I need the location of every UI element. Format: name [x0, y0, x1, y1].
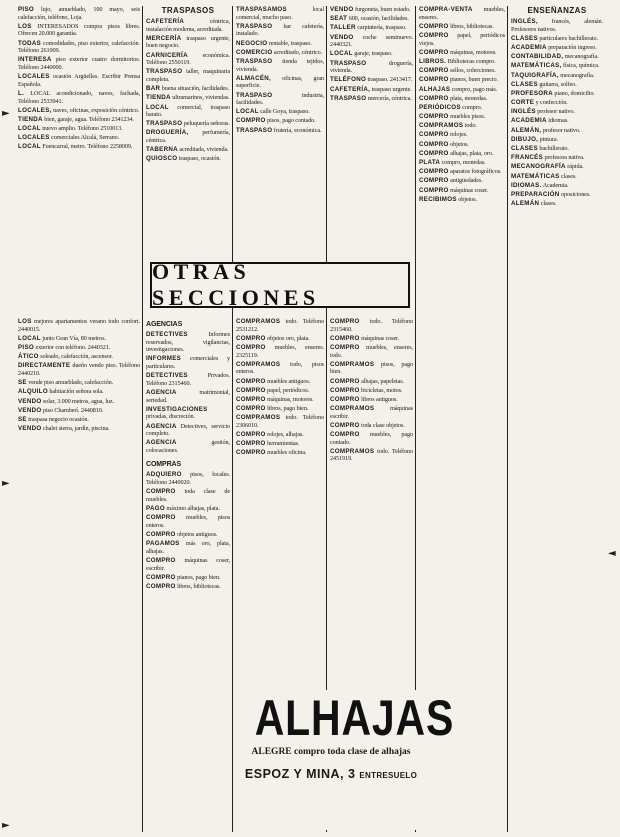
classified-ad: INGLÉS profesor nativo.: [511, 108, 575, 116]
classified-ad: COMPRO plata, monedas.: [419, 94, 488, 102]
alhajas-display-ad: [238, 690, 455, 830]
classified-ad: QUIOSCO traspaso, ocasión.: [146, 155, 221, 163]
classified-ad: MERCERÍA traspaso urgente, buen negocio.: [146, 34, 230, 50]
classified-ad: COMPRO máquinas, motores.: [419, 48, 497, 56]
classified-ad: LOS INTERESADOS compra pisos libres. Ofrecen 20.000 garantía.: [18, 22, 140, 38]
classified-ad: ADQUIERO pisos, locales. Teléfono 2440020.: [146, 471, 230, 487]
classified-ad: CORTE y confección.: [511, 99, 568, 107]
classified-ad: COMPRO papel, periódicos viejos.: [419, 31, 505, 47]
classified-ad: DETECTIVES Privados. Teléfono 2315460.: [146, 372, 230, 387]
column-4-top: [330, 6, 413, 258]
classified-ad: TRASPASO tienda tejidos, vivienda.: [236, 57, 324, 73]
column-6: [511, 6, 603, 830]
classified-ad: COMPRO relojes, alhajas.: [236, 431, 304, 439]
column-1-top: [18, 6, 140, 262]
classified-ad: ALMACÉN, oficinas, gran superficie.: [236, 74, 324, 90]
classified-ad: COMERCIO acreditado, céntrico.: [236, 48, 323, 56]
classified-ad: COMPRO muebles, pago contado.: [330, 431, 413, 446]
section-heading-traspasos: TRASPASOS: [161, 6, 215, 15]
classified-ad: CARNICERÍA económica. Teléfono 2550119.: [146, 51, 230, 67]
classified-ad: DIRECTAMENTE dueño vendo piso. Teléfono 2440210.: [18, 362, 140, 377]
classified-ad: COMPRAMOS pisos, pago bien.: [330, 360, 413, 376]
classified-ad: COMPRO pisos, pago contado.: [236, 117, 316, 125]
classified-ad: NEGOCIO rentable, traspaso.: [236, 39, 312, 47]
classified-ad: TRASPASAMOS local comercial, mucho paso.: [236, 6, 324, 21]
classified-ad: VENDO coche seminuevo. 2440321.: [330, 33, 413, 49]
classified-ad: TRASPASO droguería, vivienda.: [330, 59, 413, 75]
classified-ad: COMPRAMOS todo. Teléfono 2531212.: [236, 318, 324, 333]
ad-address-floor: ENTRESUELO: [359, 771, 418, 780]
classified-ad: CONTABILIDAD, mecanografía.: [511, 53, 599, 61]
classified-ad: TELÉFONO traspaso. 2413417.: [330, 76, 413, 84]
classified-ad: TODAS comodidades, piso exterior, calefacción. Teléfono 261009.: [18, 39, 140, 55]
classified-ad: CLASES particulares bachillerato.: [511, 34, 598, 42]
classified-ad: PAGAMOS más oro, plata, alhajas.: [146, 540, 230, 555]
classified-ad: PREPARACIÓN oposiciones.: [511, 190, 591, 198]
classified-ad: COMPRO aparatos fotográficos.: [419, 168, 502, 176]
column-3-top: [236, 6, 324, 258]
ad-address-street: ESPOZ Y MINA, 3: [244, 767, 356, 781]
classified-ad: ACADEMIA preparación ingreso.: [511, 43, 597, 51]
classified-ad: COMPRAMOS todo. Teléfono 2451919.: [330, 447, 413, 463]
classified-ad: COMPRO toda clase objetos.: [330, 421, 405, 429]
classified-ad: COMPRO objetos.: [419, 140, 469, 148]
classified-ad: COMPRO objetos antiguos.: [146, 531, 218, 538]
classified-ad: PISO lujo, amueblado, 100 mayo, seis calefacción, teléfono, Loja.: [18, 6, 140, 21]
classified-ad: AGENCIA matrimonial, seriedad.: [146, 388, 230, 404]
classified-ad: LOCAL comercial, traspaso barato.: [146, 103, 230, 119]
classified-ad: COMPRAMOS todo.: [419, 122, 477, 130]
classified-ad: PROFESORA piano, domicilio.: [511, 89, 595, 97]
classified-ad: AGENCIA Detectives, servicio completo.: [146, 422, 230, 438]
classified-ad: INGLÉS, francés, alemán. Profesores nativos.: [511, 18, 603, 33]
classified-ad: COMPRO muebles pisos.: [419, 113, 486, 121]
classified-ad: VENDO solar, 3.000 metros, agua, luz.: [18, 397, 115, 405]
classified-ad: PAGO máximo alhajas, plata.: [146, 505, 220, 513]
column-rule: [232, 6, 233, 832]
section-heading-ensenanzas: ENSEÑANZAS: [527, 6, 587, 15]
classified-ad: COMPRO muebles oficina.: [236, 449, 307, 457]
classified-ad: LOS mejores apartamentos verano todo confort. 2440015.: [18, 318, 140, 333]
classified-ad: DROGUERÍA, perfumería, céntrica.: [146, 129, 230, 145]
column-2-bottom: [146, 318, 230, 830]
classified-ad: DETECTIVES Informes reservados, vigilancias, investigaciones.: [146, 331, 230, 354]
ad-address: [238, 766, 424, 784]
classified-ad: COMPRO alhajas, papeletas.: [330, 377, 405, 385]
column-rule: [507, 6, 508, 832]
classified-ad: IDIOMAS. Academia.: [511, 181, 569, 189]
column-4-bottom: [330, 318, 413, 686]
classified-ad: COMPRO pianos, pago bien.: [146, 573, 221, 581]
classified-ad: ÁTICO soleado, calefacción, ascensor.: [18, 353, 113, 361]
arrow-mark-icon: ◄: [608, 548, 616, 559]
classified-ad: PISO exterior con teléfono. 2440321.: [18, 343, 111, 351]
classified-ad: COMPRO libros, bibliotecas.: [146, 582, 221, 590]
classified-ad: PERIÓDICOS compro.: [419, 103, 483, 111]
classified-ad: COMPRO todo. Teléfono 2315460.: [330, 318, 413, 333]
classified-ad: SE vende piso amueblado, calefacción.: [18, 379, 114, 387]
classified-ad: COMPRO herramientas.: [236, 440, 300, 448]
ad-subtitle: ALEGRE compro toda clase de alhajas: [251, 747, 411, 757]
classified-ad: LOCAL junto Gran Vía, 80 metros.: [18, 334, 106, 342]
classified-ad: COMPRO máquinas, motores.: [236, 395, 314, 403]
classified-ad: LOCALES comerciales Alcalá, Serrano.: [18, 134, 120, 142]
classified-ad: MECANOGRAFÍA rápida.: [511, 163, 584, 171]
classified-ad: INFORMES comerciales y particulares.: [146, 355, 230, 370]
classified-ad: INVESTIGACIONES privadas, discreción.: [146, 405, 208, 421]
classified-ad: TAQUIGRAFÍA, mecanografía.: [511, 71, 595, 79]
otras-secciones-banner: OTRAS SECCIONES: [150, 262, 410, 308]
arrow-mark-icon: ►: [2, 820, 10, 831]
classified-ad: PLATA compro, monedas.: [419, 159, 486, 166]
classified-ad: COMPRO libros antiguos.: [330, 395, 398, 403]
classified-ad: COMPRO alhajas, plata, oro.: [419, 149, 494, 157]
classified-ad: ALHAJAS compro, pago más.: [419, 85, 498, 93]
classified-ad: COMPRAMOS máquinas escribir.: [330, 405, 413, 420]
classified-ad: VENDO furgoneta, buen estado.: [330, 6, 411, 13]
classified-ad: COMPRO muebles, pisos enteros.: [146, 514, 230, 529]
classified-ad: LOCAL Fuencarral, metro. Teléfono 2258009.: [18, 143, 133, 151]
classified-ad: LOCAL nuevo amplio. Teléfono 2510013.: [18, 125, 123, 133]
classified-ad: LOCAL calle Goya, traspaso.: [236, 108, 310, 116]
classified-ad: COMPRO muebles, enseres, todo.: [330, 343, 413, 359]
classified-ad: RECIBIMOS objetos.: [419, 195, 477, 203]
section-heading-agencias: AGENCIAS: [146, 321, 183, 328]
classified-ad: COMPRO relojes.: [419, 131, 468, 139]
classified-ad: COMPRO máquinas coser.: [419, 186, 489, 194]
classified-ad: ALEMÁN clases.: [511, 200, 557, 208]
classified-ad: TIENDA ultramarinos, viviendas.: [146, 94, 230, 102]
classified-ad: LOCAL garaje, traspaso.: [330, 50, 393, 58]
classified-ad: COMPRO muebles, enseres. 2325119.: [236, 343, 324, 359]
column-3-bottom: [236, 318, 324, 686]
classified-ad: COMPRO antigüedades.: [419, 177, 483, 185]
classified-ad: COMPRO libros, bibliotecas.: [419, 22, 494, 30]
arrow-mark-icon: ►: [2, 478, 10, 489]
classified-ad: TRASPASO peluquería señoras.: [146, 120, 230, 128]
classified-ad: TIENDA bien, garaje, agua. Teléfono 2341234.: [18, 115, 134, 123]
classified-ad: COMPRAMOS todo. Teléfono 2306010.: [236, 414, 324, 429]
section-heading-compras: COMPRAS: [146, 461, 182, 469]
classified-ad: CAFETERÍA céntrica, instalación moderna, acreditada.: [146, 18, 230, 33]
classified-ad: CAFETERÍA, traspaso urgente.: [330, 85, 412, 93]
classified-ad: COMPRAMOS todo, pisos enteros.: [236, 360, 324, 376]
classified-ad: SE traspasa negocio ocasión.: [18, 415, 89, 423]
classified-ad: COMPRA-VENTA muebles, enseres.: [419, 6, 505, 21]
classified-ad: TRASPASO bar cafetería, instalado.: [236, 22, 324, 38]
classified-ad: TRASPASO frutería, económica.: [236, 126, 322, 134]
classified-ad: TABERNA acreditada, vivienda.: [146, 146, 229, 154]
classified-ad: COMPRO toda clase de muebles.: [146, 488, 230, 503]
column-1-bottom: [18, 318, 140, 830]
classified-ad: AGENCIA gestión, colocaciones.: [146, 439, 230, 454]
classified-ad: ALEMÁN, profesor nativo.: [511, 126, 581, 134]
classified-ad: CLASES bachillerato.: [511, 145, 569, 153]
classified-ad: VENDO piso Chamberí. 2440810.: [18, 406, 104, 414]
classified-ad: COMPRO bicicletas, motos.: [330, 386, 403, 394]
classified-ad: COMPRO muebles antiguos.: [236, 377, 311, 385]
classified-ad: TRASPASO taller, maquinaria completa.: [146, 68, 230, 83]
classified-ad: LIBROS. Bibliotecas compro.: [419, 57, 496, 65]
classified-ad: ACADEMIA idiomas.: [511, 117, 569, 125]
classified-ad: L. LOCAL acondicionado, naves, fachada, Teléfono 2533941.: [18, 89, 140, 105]
classified-ad: COMPRO libros, pago bien.: [236, 405, 309, 413]
classified-ad: TALLER carpintería, traspaso.: [330, 24, 407, 32]
classified-ad: SEAT 600, ocasión, facilidades.: [330, 15, 409, 23]
classified-ad: LOCALES ocasión Argüelles. Escribir Prensa Española.: [18, 73, 140, 88]
arrow-mark-icon: ►: [2, 108, 10, 119]
classified-ad: ALQUILO habitación señora sola.: [18, 388, 104, 396]
classified-ad: COMPRO máquinas coser.: [330, 334, 400, 342]
classified-ad: COMPRO objetos oro, plata.: [236, 334, 310, 342]
classified-ad: COMPRO máquinas coser, escribir.: [146, 556, 230, 572]
classified-ad: FRANCÉS profesora nativa.: [511, 154, 585, 162]
classified-ad: LOCALES, naves, oficinas, exposición céntrico.: [18, 106, 140, 114]
classified-ad: BAR buena situación, facilidades.: [146, 85, 229, 93]
classified-ad: COMPRO pianos, buen precio.: [419, 76, 498, 84]
classified-ad: COMPRO papel, periódicos.: [236, 386, 310, 394]
classified-ad: VENDO chalet sierra, jardín, piscina.: [18, 425, 110, 433]
classified-ad: CLASES guitarra, solfeo.: [511, 80, 577, 88]
classified-ad: COMPRO sellos, colecciones.: [419, 67, 496, 75]
classified-ad: TRASPASO mercería, céntrica.: [330, 94, 412, 102]
classified-ad: TRASPASO industria, facilidades.: [236, 91, 324, 107]
classified-ad: INTERESA piso exterior cuatro dormitorios. Teléfono 2440000.: [18, 56, 140, 71]
column-rule: [142, 6, 143, 832]
classified-ad: MATEMÁTICAS, física, química.: [511, 62, 600, 70]
ad-title: ALHAJAS: [254, 690, 455, 746]
classified-ad: DIBUJO, pintura.: [511, 135, 558, 143]
column-2-top: [146, 6, 230, 258]
classified-ad: MATEMÁTICAS clases.: [511, 172, 577, 180]
